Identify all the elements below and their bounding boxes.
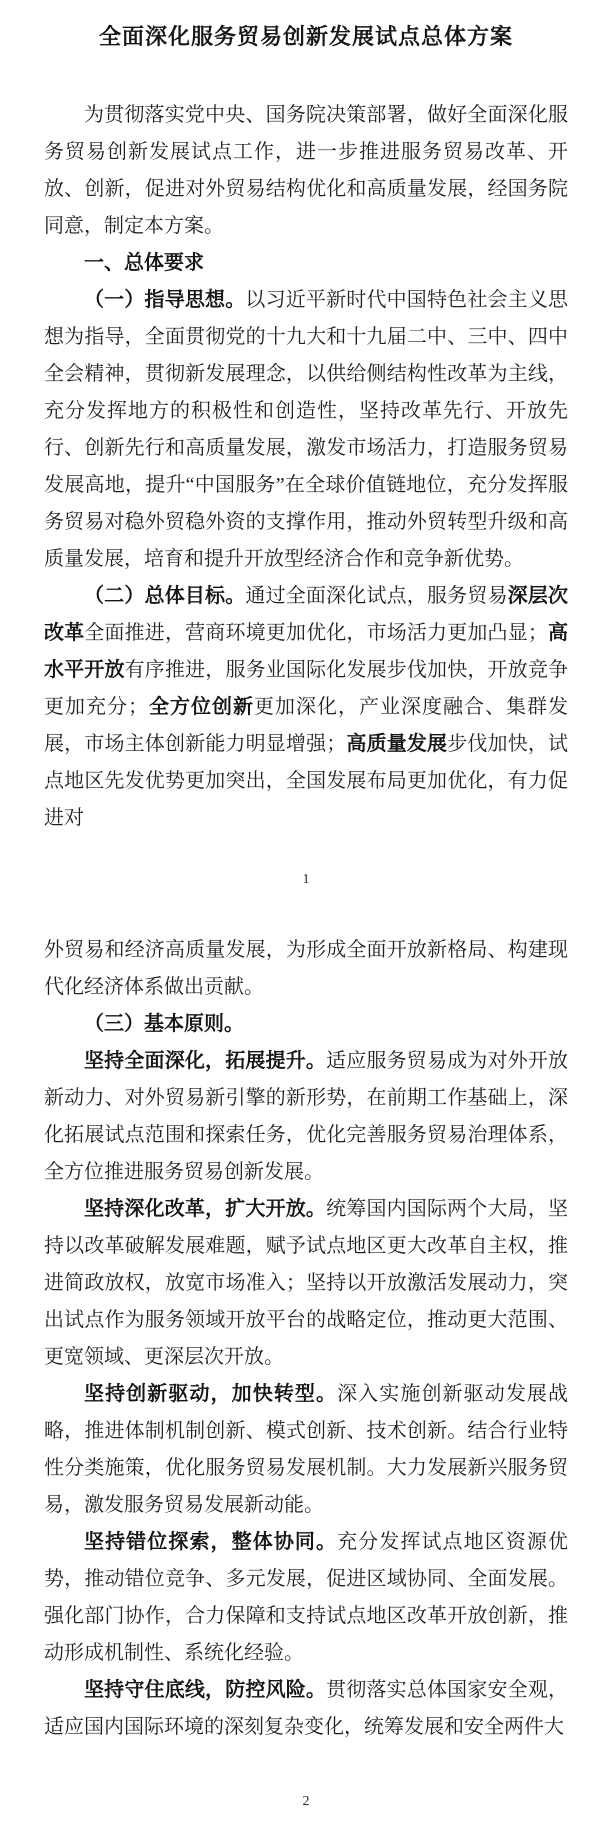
section-heading: [44, 1006, 568, 1043]
paragraph: [44, 578, 568, 837]
bold-text-run: 高质量发展: [346, 733, 448, 755]
bold-text-run: 高水平开放: [44, 622, 569, 681]
text-run: 全面推进，营商环境更加优化，市场活力更加凸显；: [84, 622, 548, 644]
text-run: 深入实施创新驱动发展战略，推进体制机制创新、模式创新、技术创新。结合行业特性分类施策，优化服务贸易发展机制。大力发展新兴服务贸易，激发服务贸易发展新动能。: [44, 1383, 569, 1516]
bold-text-run: 全方位创新: [148, 696, 254, 718]
page-2: [0, 932, 600, 1822]
text-run: 通过全面深化试点，服务贸易: [245, 585, 508, 607]
bold-text-run: 一、总体要求: [84, 252, 204, 274]
bold-text-run: 坚持守住底线，防控风险。: [84, 1679, 327, 1701]
text-run: 步伐加快，试点地区先发优势更加突出，全国发展布局更加优化，有力促进对: [44, 733, 569, 829]
text-run: 以习近平新时代中国特色社会主义思想为指导，全面贯彻党的十九大和十九届二中、三中、四中全会精神，贯彻新发展理念，以供给侧结构性改革为主线，充分发挥地方的积极性和创造性，坚持改革先行、开放先行、创新先行和高质量发展，激发市场活力，打造服务贸易发展高地，提升“中国服务”在全球价值链地位，充分发挥服务贸易对稳外贸稳外资的支撑作用，推动外贸转型升级和高质量发展，培育和提升开放型经济合作和竞争新优势。: [44, 289, 569, 570]
paragraph: [44, 1043, 568, 1191]
page-2-body: [44, 932, 568, 1746]
paragraph: [44, 282, 568, 578]
paragraph: [44, 1524, 568, 1672]
text-run: 外贸易和经济高质量发展，为形成全面开放新格局、构建现代化经济体系做出贡献。: [44, 939, 568, 998]
bold-text-run: 坚持创新驱动，加快转型。: [84, 1383, 338, 1405]
text-run: 贯彻落实总体国家安全观，适应国内国际环境的深刻复杂变化，统筹发展和安全两件大: [44, 1679, 569, 1738]
page-1-body: [44, 97, 568, 837]
paragraph: [44, 1672, 568, 1746]
paragraph: [44, 97, 568, 245]
bold-text-run: 坚持错位探索，整体协同。: [84, 1531, 338, 1553]
bold-text-run: （二）总体目标。: [84, 585, 246, 607]
text-run: 充分发挥试点地区资源优势，推动错位竞争、多元发展，促进区域协同、全面发展。强化部门协作，合力保障和支持试点地区改革开放创新，推动形成机制性、系统化经验。: [44, 1531, 569, 1664]
document-title: 全面深化服务贸易创新发展试点总体方案: [98, 24, 513, 49]
text-run: 有序推进，服务业国际化发展步伐加快，开放竞争更加充分；: [44, 659, 569, 718]
paragraph: [44, 1191, 568, 1376]
text-run: 为贯彻落实党中央、国务院决策部署，做好全面深化服务贸易创新发展试点工作，进一步推进服务贸易改革、开放、创新，促进对外贸易结构优化和高质量发展，经国务院同意，制定本方案。: [44, 104, 568, 237]
bold-text-run: 深层次改革: [44, 585, 569, 644]
bold-text-run: （三）基本原则。: [84, 1013, 244, 1035]
paragraph: [44, 1376, 568, 1524]
bold-text-run: （一）指导思想。: [84, 289, 246, 311]
page-number-2: 2: [302, 1794, 310, 1809]
text-run: 适应服务贸易成为对外开放新动力、对外贸易新引擎的新形势，在前期工作基础上，深化拓展试点范围和探索任务，优化完善服务贸易治理体系，全方位推进服务贸易创新发展。: [44, 1050, 569, 1183]
text-run: 统筹国内国际两个大局，坚持以改革破解发展难题，赋予试点地区更大改革自主权，推进简政放权，放宽市场准入；坚持以开放激活发展动力，突出试点作为服务领域开放平台的战略定位，推动更大范围、更宽领域、更深层次开放。: [44, 1198, 569, 1368]
page-number-1: 1: [302, 872, 310, 887]
section-heading: [44, 245, 568, 282]
paragraph: [44, 932, 568, 1006]
bold-text-run: 坚持深化改革，扩大开放。: [84, 1198, 327, 1220]
text-run: 更加深化，产业深度融合、集群发展，市场主体创新能力明显增强；: [44, 696, 568, 755]
page-1: [0, 0, 600, 890]
bold-text-run: 坚持全面深化，拓展提升。: [84, 1050, 327, 1072]
